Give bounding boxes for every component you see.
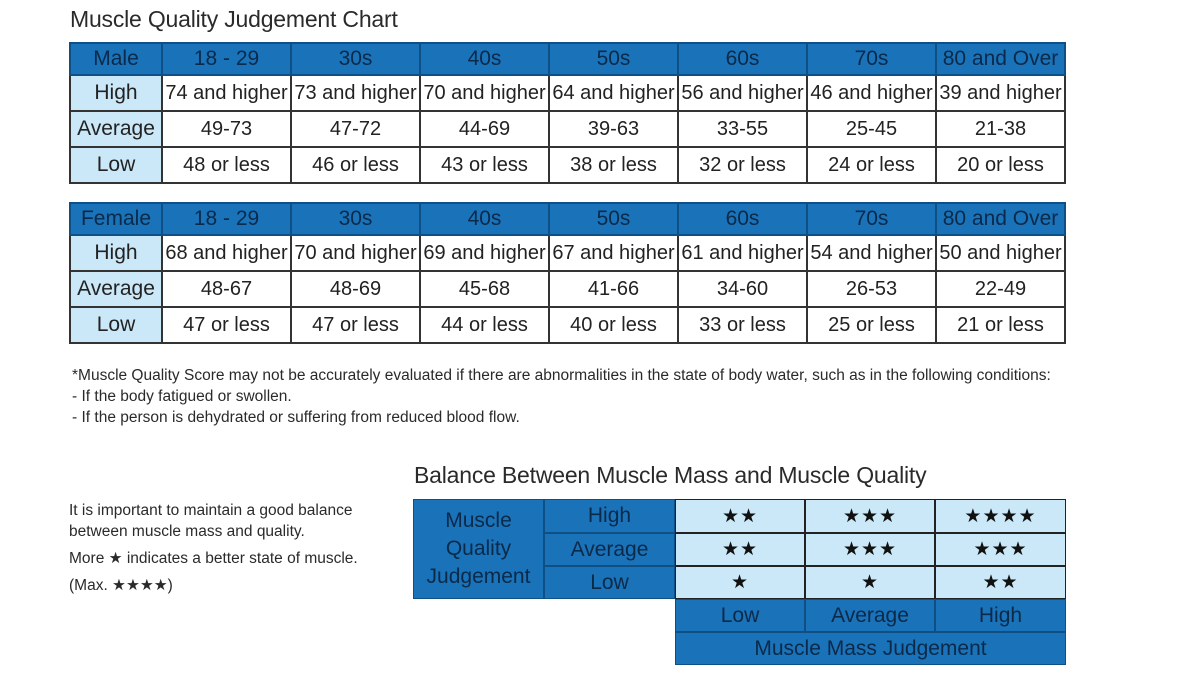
table-cell: 46 or less [291,147,420,183]
table-cell: 25-45 [807,111,936,147]
chart-title: Muscle Quality Judgement Chart [70,6,398,32]
table-cell: 26-53 [807,271,936,307]
header-cell-age: 30s [291,203,420,235]
footnotes [72,365,1051,428]
table-cell: 69 and higher [420,235,549,271]
table-row [70,307,1065,343]
header-cell-age: 80 and Over [936,43,1065,75]
star-rating-cell: ★★★ [935,533,1066,566]
table-cell: 43 or less [420,147,549,183]
star-rating-cell: ★★ [675,499,805,533]
header-cell-age: 60s [678,43,807,75]
table-row [70,271,1065,307]
mass-level-low: Low [675,599,805,632]
table-row [70,235,1065,271]
table-cell: 32 or less [678,147,807,183]
quality-label-line: Quality [445,537,512,560]
table-cell: 20 or less [936,147,1065,183]
balance-explanation [69,500,358,596]
footnote-line: - If the body fatigued or swollen. [72,388,292,405]
table-cell: 33-55 [678,111,807,147]
table-cell: 25 or less [807,307,936,343]
quality-level-low: Low [544,566,675,599]
table-cell: 68 and higher [162,235,291,271]
header-cell-age: 70s [807,43,936,75]
header-cell-age: 40s [420,203,549,235]
female-judgement-table [69,202,1066,344]
male-judgement-table [69,42,1066,184]
table-cell: 39-63 [549,111,678,147]
row-label-high: High [70,75,162,111]
header-cell-age: 50s [549,43,678,75]
table-cell: 67 and higher [549,235,678,271]
star-rating-cell: ★★ [675,533,805,566]
balance-title: Balance Between Muscle Mass and Muscle Quality [414,462,927,488]
header-cell-age: 50s [549,203,678,235]
row-label-low: Low [70,147,162,183]
header-cell-age: 80 and Over [936,203,1065,235]
table-cell: 22-49 [936,271,1065,307]
row-label-low: Low [70,307,162,343]
table-cell: 56 and higher [678,75,807,111]
table-cell: 21-38 [936,111,1065,147]
mass-judgement-label: Muscle Mass Judgement [675,632,1066,665]
table-cell: 61 and higher [678,235,807,271]
table-cell: 70 and higher [291,235,420,271]
row-label-high: High [70,235,162,271]
explanation-line: More ★ indicates a better state of muscle. [69,550,358,567]
mass-level-average: Average [805,599,935,632]
footnote-line: - If the person is dehydrated or suffering from reduced blood flow. [72,409,520,426]
table-row [70,147,1065,183]
table-header-row [70,203,1065,235]
explanation-line: (Max. ★★★★) [69,577,173,594]
header-cell-age: 30s [291,43,420,75]
balance-matrix [413,499,1066,666]
row-label-average: Average [70,271,162,307]
header-cell-age: 18 - 29 [162,43,291,75]
table-row [70,75,1065,111]
star-rating-cell: ★★★ [805,533,935,566]
quality-level-average: Average [544,533,675,566]
table-cell: 49-73 [162,111,291,147]
table-cell: 21 or less [936,307,1065,343]
explanation-line: It is important to maintain a good balance [69,502,353,519]
table-cell: 48 or less [162,147,291,183]
quality-label-line: Muscle [445,509,512,532]
header-cell-gender: Female [70,203,162,235]
header-cell-gender: Male [70,43,162,75]
star-rating-cell: ★★★★ [935,499,1066,533]
table-cell: 64 and higher [549,75,678,111]
header-cell-age: 60s [678,203,807,235]
table-cell: 33 or less [678,307,807,343]
star-rating-cell: ★ [805,566,935,599]
mass-level-high: High [935,599,1066,632]
star-rating-cell: ★★★ [805,499,935,533]
star-rating-cell: ★ [675,566,805,599]
explanation-line: between muscle mass and quality. [69,523,305,540]
table-cell: 50 and higher [936,235,1065,271]
table-cell: 39 and higher [936,75,1065,111]
quality-label-line: Judgement [426,565,531,588]
table-cell: 48-69 [291,271,420,307]
table-cell: 40 or less [549,307,678,343]
table-cell: 46 and higher [807,75,936,111]
table-cell: 38 or less [549,147,678,183]
table-cell: 48-67 [162,271,291,307]
table-cell: 34-60 [678,271,807,307]
table-cell: 54 and higher [807,235,936,271]
table-cell: 44 or less [420,307,549,343]
table-cell: 45-68 [420,271,549,307]
table-row [70,111,1065,147]
table-cell: 74 and higher [162,75,291,111]
header-cell-age: 40s [420,43,549,75]
table-cell: 24 or less [807,147,936,183]
header-cell-age: 18 - 29 [162,203,291,235]
table-header-row [70,43,1065,75]
star-rating-cell: ★★ [935,566,1066,599]
table-cell: 47-72 [291,111,420,147]
table-cell: 41-66 [549,271,678,307]
quality-level-high: High [544,499,675,533]
table-cell: 47 or less [162,307,291,343]
table-cell: 47 or less [291,307,420,343]
quality-judgement-label [413,499,544,599]
header-cell-age: 70s [807,203,936,235]
table-cell: 70 and higher [420,75,549,111]
footnote-line: *Muscle Quality Score may not be accurately evaluated if there are abnormalities in the state of body water, such as in the following conditions: [72,367,1051,384]
row-label-average: Average [70,111,162,147]
table-cell: 73 and higher [291,75,420,111]
table-cell: 44-69 [420,111,549,147]
